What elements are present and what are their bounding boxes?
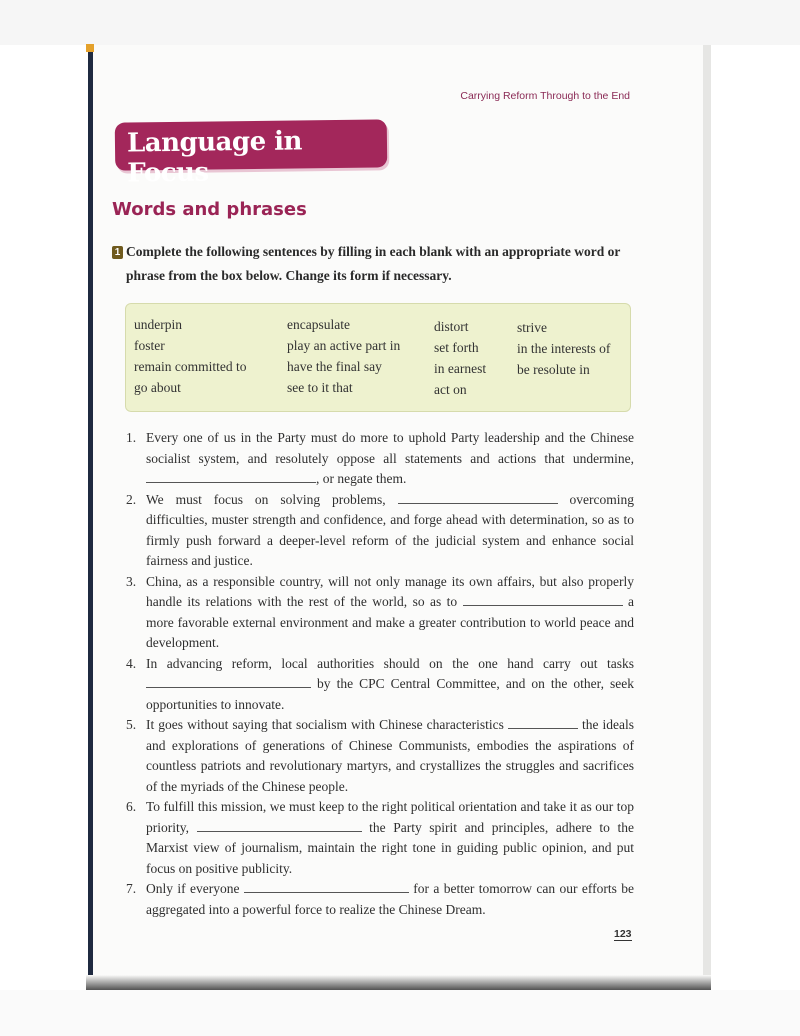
- sentence-item: [122, 715, 634, 797]
- sentence-number: 7.: [126, 881, 137, 896]
- word-item: play an active part in: [287, 338, 401, 353]
- word-column-4: [517, 317, 610, 380]
- background-bottom: [0, 990, 800, 1036]
- word-item: go about: [134, 380, 181, 395]
- sentence-number: 1.: [126, 430, 137, 445]
- sentence-text-before: Only if everyone: [146, 881, 240, 896]
- word-item: be resolute in: [517, 362, 590, 377]
- word-item: underpin: [134, 317, 182, 332]
- sentence-item: [122, 428, 634, 490]
- sentence-text: [146, 879, 634, 920]
- word-item: foster: [134, 338, 165, 353]
- sentence-text: [146, 490, 634, 572]
- word-column-2: [287, 314, 400, 398]
- sentence-number: 4.: [126, 655, 137, 671]
- sentence-number: 5.: [126, 717, 137, 732]
- section-banner: [115, 119, 388, 189]
- word-item: act on: [434, 382, 467, 397]
- sentence-item: [122, 797, 634, 879]
- word-column-3: [434, 316, 486, 400]
- word-item: in the interests of: [517, 341, 611, 356]
- sentence-list: [122, 428, 634, 920]
- answer-blank[interactable]: [463, 593, 623, 606]
- sentence-number: 3.: [126, 573, 137, 589]
- sentence-text-before: China, as a responsible country, will not only manage its own affairs, but also properly handle its relations with the rest of the world, so as to: [146, 573, 634, 609]
- spine-corner-mark: [86, 44, 94, 52]
- book-spine: [88, 48, 93, 983]
- answer-blank[interactable]: [244, 880, 409, 893]
- word-column-1: [134, 314, 246, 398]
- word-item: in earnest: [434, 361, 487, 376]
- exercise-instruction: Complete the following sentences by filling in each blank with an appropriate word or phrase from the box below. Change its form if necessary.: [126, 244, 621, 283]
- sentence-text-after: the ideals and explorations of generations of Chinese Communists, embodies the aspirations of countless patriots and revolutionary martyrs, and crystallizes the struggles and sacrifices of the myriads of the Chinese people.: [146, 717, 635, 794]
- sentence-text-before: We must focus on solving problems,: [146, 491, 386, 507]
- answer-blank[interactable]: [398, 491, 558, 504]
- sentence-text: [146, 715, 634, 797]
- exercise-number-badge: 1: [112, 246, 123, 259]
- sentence-text: [146, 654, 634, 716]
- sentence-number: 2.: [126, 491, 137, 507]
- word-item: see to it that: [287, 380, 353, 395]
- sentence-item: [122, 572, 634, 654]
- answer-blank[interactable]: [146, 470, 316, 483]
- section-title: Words and phrases: [112, 199, 307, 220]
- sentence-item: [122, 654, 634, 716]
- sentence-number: 6.: [126, 799, 137, 814]
- sentence-text-after: for a better tomorrow can our efforts be aggregated into a powerful force to realize the Chinese Dream.: [146, 881, 635, 917]
- answer-blank[interactable]: [197, 819, 362, 832]
- sentence-text: [146, 428, 634, 490]
- sentence-text-after: a more favorable external environment and make a greater contribution to world peace and development.: [146, 594, 635, 650]
- sentence-text-after: , or negate them.: [316, 471, 407, 486]
- sentence-text: [146, 797, 634, 879]
- sentence-text-before: Every one of us in the Party must do more to uphold Party leadership and the Chinese socialist system, and resolutely oppose all statements and actions that undermine,: [146, 430, 634, 466]
- page-number: 123: [614, 928, 632, 940]
- sentence-text-after: by the CPC Central Committee, and on the other, seek opportunities to innovate.: [146, 676, 634, 712]
- sentence-text: [146, 572, 634, 654]
- sentence-item: [122, 879, 634, 920]
- sentence-text-before: It goes without saying that socialism with Chinese characteristics: [146, 717, 504, 732]
- background-top: [0, 0, 800, 45]
- sentence-text-before: To fulfill this mission, we must keep to the right political orientation and take it as our top priority,: [146, 799, 634, 835]
- word-item: strive: [517, 320, 547, 335]
- sentence-item: [122, 490, 634, 572]
- word-item: distort: [434, 319, 469, 334]
- page-right-edge: [703, 45, 711, 990]
- sentence-text-after: the Party spirit and principles, adhere to the Marxist view of journalism, maintain the right tone in guiding public opinion, and put focus on positive publicity.: [146, 819, 634, 876]
- banner-title: Language in Focus: [126, 126, 303, 189]
- sentence-text-after: overcoming difficulties, muster strength and confidence, and forge ahead with determination, so as to firmly push forward a deeper-level reform of the judicial system and enhance social fairness and justice.: [146, 491, 635, 568]
- sentence-text-before: In advancing reform, local authorities should on the one hand carry out tasks: [146, 655, 634, 671]
- answer-blank[interactable]: [508, 716, 578, 729]
- word-item: have the final say: [287, 359, 382, 374]
- word-item: set forth: [434, 340, 479, 355]
- running-head: Carrying Reform Through to the End: [460, 90, 630, 102]
- word-item: encapsulate: [287, 317, 350, 332]
- word-box: [125, 303, 631, 412]
- word-item: remain committed to: [134, 359, 247, 374]
- answer-blank[interactable]: [146, 675, 311, 688]
